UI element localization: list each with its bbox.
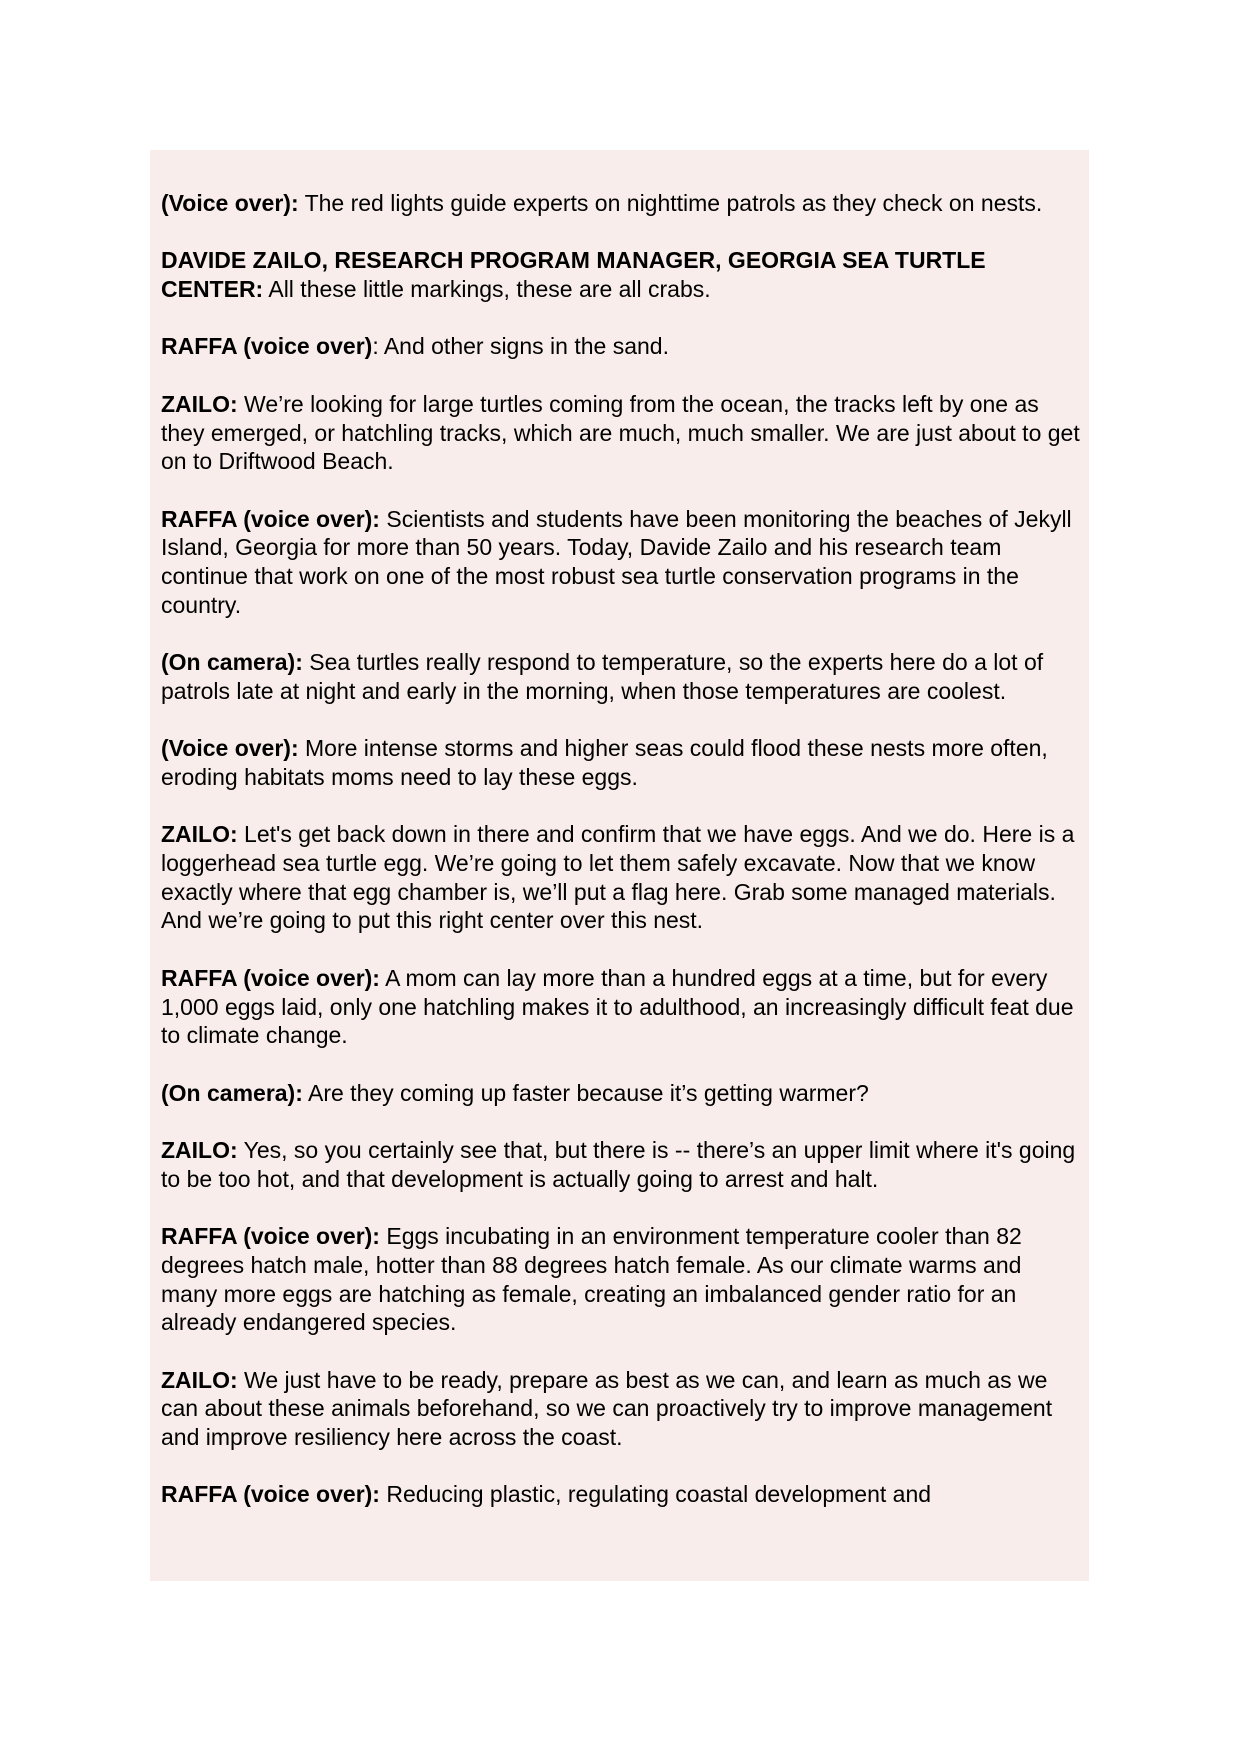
transcript-paragraph xyxy=(161,1079,1081,1108)
speech-text: Scientists and students have been monitoring the beaches of Jekyll Island, Georgia for more than 50 years. Today, Davide Zailo and his research team continue that work on one of the most robust sea turtle conservation programs in the country. xyxy=(161,505,1072,618)
speaker-label: RAFFA (voice over): xyxy=(161,1223,380,1250)
transcript-paragraph xyxy=(161,189,1081,218)
speaker-label: DAVIDE ZAILO, RESEARCH PROGRAM MANAGER, GEORGIA SEA TURTLE CENTER: xyxy=(161,247,986,303)
speech-text: More intense storms and higher seas could flood these nests more often, eroding habitats moms need to lay these eggs. xyxy=(161,735,1048,790)
transcript-paragraph xyxy=(161,332,1081,361)
speech-text: We’re looking for large turtles coming from the ocean, the tracks left by one as they emerged, or hatchling tracks, which are much, much smaller. We are just about to get on to Driftwood Beach. xyxy=(161,390,1080,475)
speech-text: Yes, so you certainly see that, but there is -- there’s an upper limit where it's going to be too hot, and that development is actually going to arrest and halt. xyxy=(161,1137,1076,1192)
speech-text: We just have to be ready, prepare as best as we can, and learn as much as we can about these animals beforehand, so we can proactively try to improve management and improve resiliency here across the coast. xyxy=(161,1366,1053,1451)
speech-text: Sea turtles really respond to temperature, so the experts here do a lot of patrols late at night and early in the morning, when those temperatures are coolest. xyxy=(161,649,1044,704)
transcript-paragraph xyxy=(161,1222,1081,1337)
speaker-label: ZAILO: xyxy=(161,1137,238,1164)
speaker-label: ZAILO: xyxy=(161,821,238,848)
speech-text: All these little markings, these are all crabs. xyxy=(263,276,711,303)
transcript-paragraph xyxy=(161,1480,1081,1509)
speech-text: Are they coming up faster because it’s getting warmer? xyxy=(302,1079,869,1106)
transcript-paragraph xyxy=(161,734,1081,791)
speech-text: : And other signs in the sand. xyxy=(372,333,669,360)
speaker-label: (On camera): xyxy=(161,1079,303,1106)
speaker-label: (On camera): xyxy=(161,649,303,676)
transcript-paragraph xyxy=(161,1366,1081,1452)
speech-text: A mom can lay more than a hundred eggs at a time, but for every 1,000 eggs laid, only one hatchling makes it to adulthood, an increasingly difficult feat due to climate change. xyxy=(161,964,1074,1049)
speaker-label: (Voice over): xyxy=(161,190,299,216)
transcript-paragraph xyxy=(161,964,1081,1050)
speaker-label: ZAILO: xyxy=(161,1366,238,1393)
transcript-paragraph xyxy=(161,1136,1081,1193)
speaker-label: RAFFA (voice over) xyxy=(161,333,373,360)
transcript-paragraph xyxy=(161,505,1081,620)
speech-text: The red lights guide experts on nighttime patrols as they check on nests. xyxy=(298,190,1043,216)
speaker-label: RAFFA (voice over): xyxy=(161,964,380,991)
transcript-paragraph xyxy=(161,246,1081,303)
transcript-paragraph xyxy=(161,648,1081,705)
speech-text: Eggs incubating in an environment temperature cooler than 82 degrees hatch male, hotter than 88 degrees hatch female. As our climate warms and many more eggs are hatching as female, creating an imbalanced gender ratio for an already endangered species. xyxy=(161,1223,1022,1336)
transcript-box xyxy=(150,150,1089,1581)
speaker-label: (Voice over): xyxy=(161,735,299,762)
speaker-label: RAFFA (voice over): xyxy=(161,505,380,532)
speech-text: Reducing plastic, regulating coastal development and xyxy=(379,1481,932,1508)
speaker-label: ZAILO: xyxy=(161,390,238,417)
transcript-paragraph xyxy=(161,820,1081,935)
speaker-label: RAFFA (voice over): xyxy=(161,1481,380,1508)
transcript-paragraph xyxy=(161,390,1081,476)
speech-text: Let's get back down in there and confirm that we have eggs. And we do. Here is a loggerhead sea turtle egg. We’re going to let them safely excavate. Now that we know exactly where that egg chamber is, we’ll put a flag here. Grab some managed materials. And we’re going to put this right center over this nest. xyxy=(161,821,1075,934)
